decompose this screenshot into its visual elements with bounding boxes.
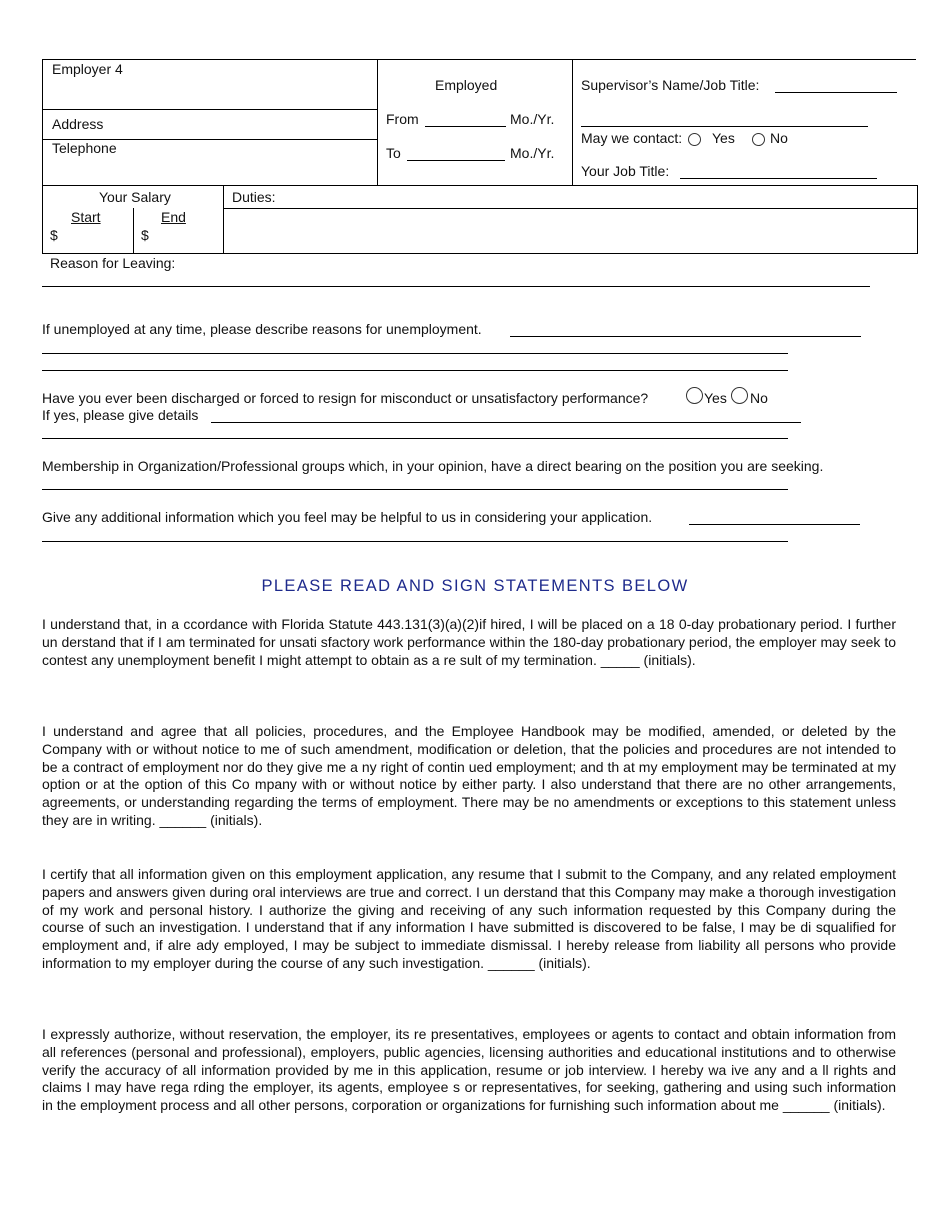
from-label: From: [386, 111, 419, 127]
statement-probationary: I understand that, in a ccordance with Florida Statute 443.131(3)(a)(2)if hired, I will be placed on a 18 0-day probationary period. I further un derstand that if I am terminated for unsati sfactory work performance within the 180-day probationary period, the employer may seek to contest any unemployment benefit I might attempt to obtain as a re sult of my termination. _____ (initials).: [42, 616, 896, 668]
telephone-label: Telephone: [52, 140, 117, 156]
details-field[interactable]: [211, 422, 801, 423]
salary-bottom-border: [42, 253, 918, 254]
salary-start-label: Start: [71, 209, 101, 225]
contact-label: May we contact:: [581, 130, 683, 146]
duties-right-border: [917, 185, 918, 254]
unemployed-field[interactable]: [510, 336, 861, 337]
discharged-yes-radio[interactable]: [686, 387, 703, 404]
supervisor-left-border: [572, 59, 573, 186]
salary-top-border: [42, 185, 918, 186]
details-field-line-2[interactable]: [42, 438, 788, 439]
employer-left-border: [42, 59, 43, 186]
additional-info-field[interactable]: [689, 524, 860, 525]
details-label: If yes, please give details: [42, 407, 199, 423]
start-end-divider: [133, 208, 134, 254]
statement-policies: I understand and agree that all policies, procedures, and the Employee Handbook may be modified, amended, or deleted by the Company with or without notice to me of such amendment, modification or deletion, that the policies and procedures are not intended to be a contract of employment nor do they give me a ny right of contin ued employment; and th at my employment may be terminated at my option or at the option of this Co mpany with or without notice by either party. I also understand that there are no other arrangements, agreements, or understanding regarding the terms of employment. There may be no amendments or exceptions to this statement unless they are in writing. ______ (initials).: [42, 723, 896, 828]
discharged-yes-label: Yes: [704, 390, 727, 406]
job-title-label: Your Job Title:: [581, 163, 670, 179]
duties-label: Duties:: [232, 189, 276, 205]
unemployed-field-line-2[interactable]: [42, 353, 788, 354]
discharged-question: Have you ever been discharged or forced to resign for misconduct or unsatisfactory performance?: [42, 390, 649, 406]
salary-end-dollar: $: [141, 227, 149, 243]
reason-label: Reason for Leaving:: [50, 255, 176, 271]
from-date-field[interactable]: [425, 126, 506, 127]
duties-inner-line: [223, 208, 917, 209]
to-moyr-label: Mo./Yr.: [510, 145, 555, 161]
employed-label: Employed: [435, 77, 498, 93]
to-label: To: [386, 145, 401, 161]
statement-authorize: I expressly authorize, without reservation, the employer, its re presentatives, employees or agents to contact and obtain information from all references (personal and professional), employers, public agencies, licensing authorities and educational institutions and to otherwise verify the accuracy of all information provided by me in this application, resume or job interview. I hereby wa ive any and a ll rights and claims I may have rega rding the employer, its agents, employee s or representatives, for seeking, gathering and using such information in the employment process and all other persons, corporation or organizations for furnishing such information about me ______ (initials).: [42, 1026, 896, 1114]
employer-label: Employer 4: [52, 61, 123, 77]
supervisor-field-line-2[interactable]: [581, 126, 868, 127]
supervisor-field[interactable]: [775, 92, 897, 93]
address-top-border: [42, 109, 377, 110]
salary-label: Your Salary: [99, 189, 171, 205]
statement-certify: I certify that all information given on this employment application, any resume that I submit to the Company, and any related employment papers and answers given during oral interviews are true and correct. I un derstand that this Company may make a thorough investigation of my work and personal history. I authorize the giving and receiving of any such information requested by this Company during the course of such an investigation. I understand that if any information I have submitted is discovered to be false, I may be di squalified for employment and, if alre ady employed, I may be subject to immediate dismissal. I hereby release from liability all persons who provide information to my employer during the course of any such investigation. ______ (initials).: [42, 866, 896, 971]
contact-yes-label: Yes: [712, 130, 735, 146]
address-label: Address: [52, 116, 104, 132]
salary-start-dollar: $: [50, 227, 58, 243]
salary-left-border: [42, 185, 43, 254]
table-top-border: [42, 59, 916, 60]
contact-no-radio[interactable]: [752, 133, 765, 146]
to-date-field[interactable]: [407, 160, 505, 161]
from-moyr-label: Mo./Yr.: [510, 111, 555, 127]
employed-left-border: [377, 59, 378, 186]
discharged-no-radio[interactable]: [731, 387, 748, 404]
additional-info-field-line-2[interactable]: [42, 541, 788, 542]
reason-field[interactable]: [42, 286, 870, 287]
salary-right-border: [223, 185, 224, 254]
membership-field[interactable]: [42, 489, 788, 490]
contact-no-label: No: [770, 130, 788, 146]
discharged-no-label: No: [750, 390, 768, 406]
membership-question: Membership in Organization/Professional groups which, in your opinion, have a direct bearing on the position you are seeking.: [42, 458, 824, 474]
job-title-field[interactable]: [680, 178, 877, 179]
contact-yes-radio[interactable]: [688, 133, 701, 146]
salary-end-label: End: [161, 209, 186, 225]
supervisor-label: Supervisor’s Name/Job Title:: [581, 77, 760, 93]
unemployed-field-line-3[interactable]: [42, 370, 788, 371]
unemployed-question: If unemployed at any time, please describe reasons for unemployment.: [42, 321, 482, 337]
additional-info-question: Give any additional information which you feel may be helpful to us in considering your application.: [42, 509, 653, 525]
statements-heading: PLEASE READ AND SIGN STATEMENTS BELOW: [261, 577, 689, 595]
